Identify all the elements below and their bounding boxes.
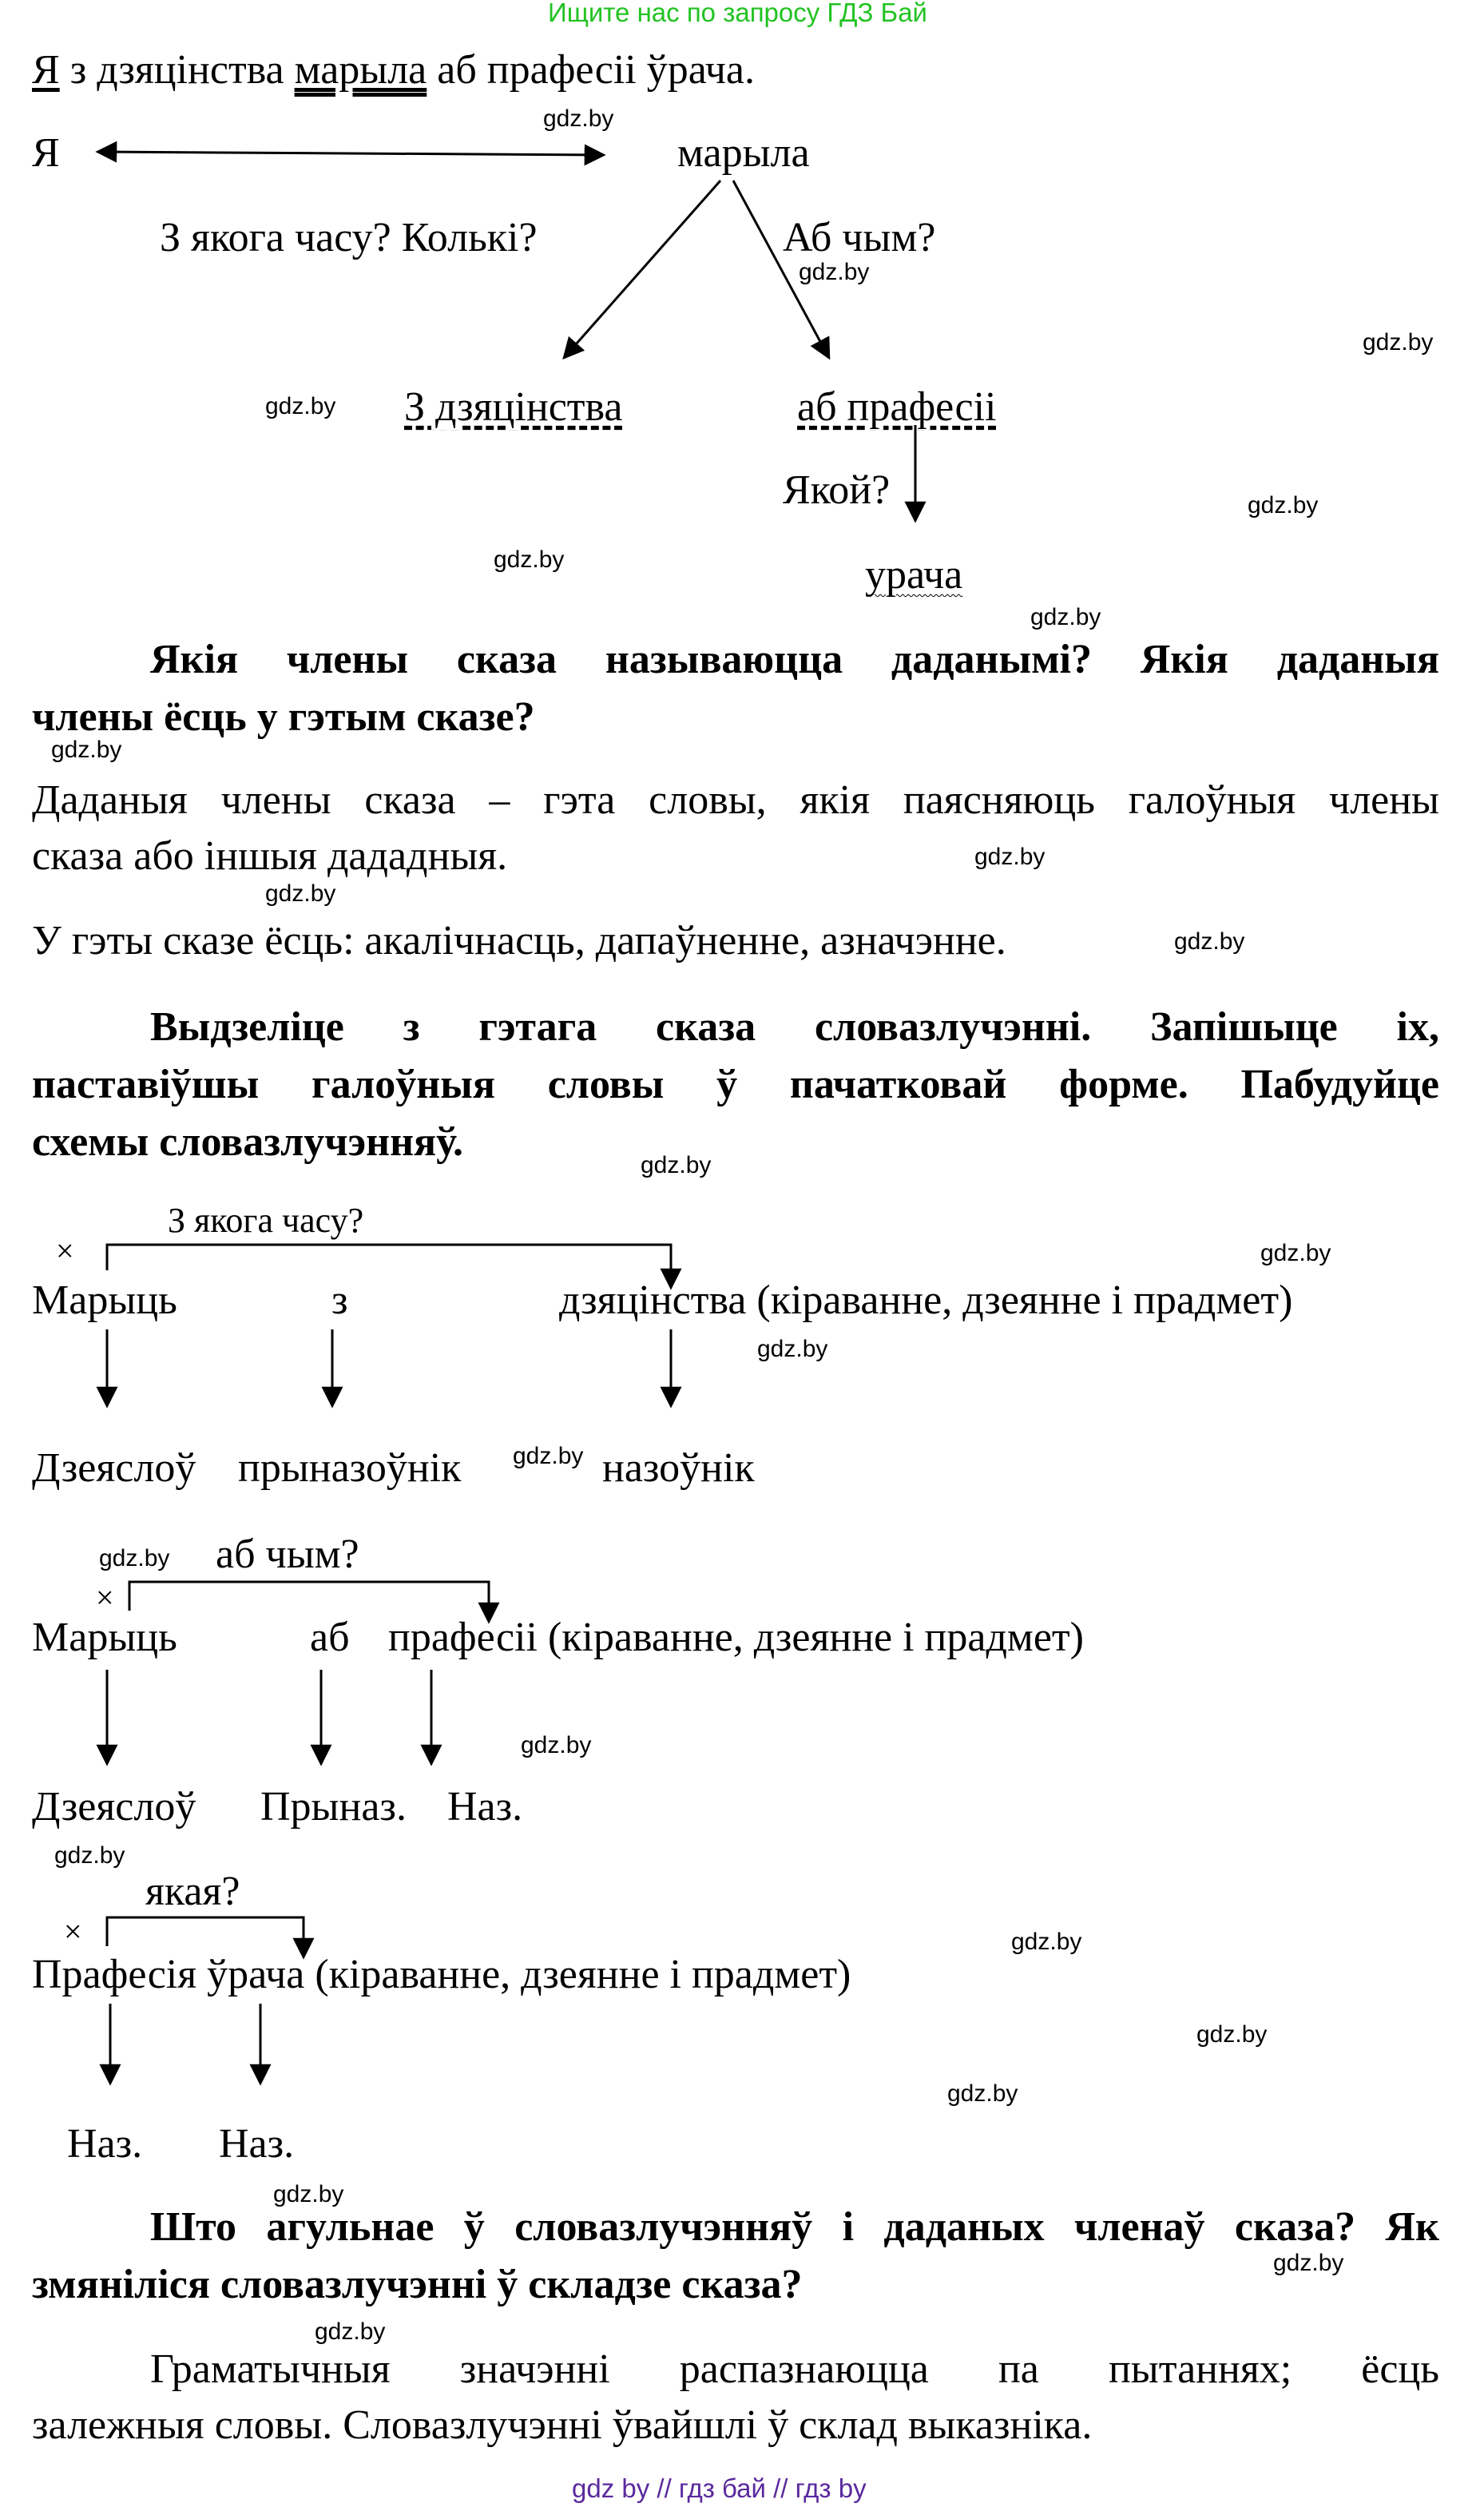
subject-predicate-link [97,152,604,155]
question-1-line-1: Якія члены сказа называюцца даданымі? Якія даданыя [150,637,1439,682]
scheme-2-main-word-mark: × [96,1579,114,1615]
watermark: gdz.by [513,1443,584,1469]
watermark: gdz.by [641,1152,712,1178]
scheme-2-pos-1: Дзеяслоў [32,1784,196,1830]
question-2-line-1: Выдзеліце з гэтага сказа словазлучэнні. Запішыце іх, [150,1004,1439,1050]
watermark: gdz.by [1174,928,1245,955]
tree-adverbial: З дзяцінства [404,384,623,430]
watermark: gdz.by [99,1545,170,1571]
scheme-1-pos-2: прыназоўнік [238,1445,462,1491]
watermark: gdz.by [947,2080,1018,2107]
scheme-3-phrase: Прафесія ўрача (кіраванне, дзеянне і прадмет) [32,1952,851,1997]
example-sentence: Я з дзяцінства марыла аб прафесіі ўрача. [32,47,755,93]
watermark: gdz.by [1260,1240,1331,1266]
watermark: gdz.by [1196,2021,1268,2048]
predicate-word: марыла [294,47,427,93]
tree-question-right: Аб чым? [783,215,936,260]
answer-2: У гэты сказе ёсць: акалічнасць, дапаўненне, азначэнне. [32,918,1006,963]
scheme-2-word-1: Марыць [32,1615,177,1660]
watermark: gdz.by [1011,1929,1082,1955]
scheme-2-pos-2: Прыназ. [260,1784,407,1830]
watermark: gdz.by [1248,492,1319,518]
scheme-2-pos-3: Наз. [447,1784,523,1830]
arrow-to-adverbial [564,181,720,358]
scheme-1-bracket [107,1245,671,1288]
scheme-3-question: якая? [145,1869,240,1914]
answer-1-line-1: Даданыя члены сказа – гэта словы, якія паясняюць галоўныя члены [32,777,1439,823]
question-3-line-1: Што агульнае ў словазлучэнняў і даданых членаў сказа? Як [150,2204,1439,2250]
top-banner[interactable]: Ищите нас по запросу ГДЗ Бай [548,0,927,27]
scheme-2-word-2: аб [310,1615,350,1660]
answer-1-line-2: сказа або іншыя дададныя. [32,833,508,879]
scheme-1-question: З якога часу? [168,1201,364,1240]
watermark: gdz.by [51,737,122,763]
tree-question-attr: Якой? [783,467,891,513]
watermark: gdz.by [521,1732,592,1758]
watermark: gdz.by [799,259,870,285]
scheme-2-question: аб чым? [216,1532,359,1577]
question-1-line-2: члены ёсць у гэтым сказе? [32,694,535,740]
tree-object: аб прафесіі [797,384,997,430]
watermark: gdz.by [265,393,336,419]
answer-3-line-1: Граматычныя значэнні распазнаюцца па пытаннях; ёсць [150,2346,1439,2392]
scheme-3-main-word-mark: × [64,1913,82,1949]
tree-predicate: марыла [677,130,810,176]
scheme-3-pos-1: Наз. [67,2121,143,2167]
watermark: gdz.by [494,546,565,573]
tree-subject: Я [32,130,60,176]
scheme-1-word-3: дзяцінства (кіраванне, дзеянне і прадмет) [559,1277,1293,1323]
watermark: gdz.by [265,880,336,907]
watermark: gdz.by [543,105,614,132]
question-2-line-3: схемы словазлучэнняў. [32,1119,463,1165]
scheme-2-word-3: прафесіі (кіраванне, дзеянне і прадмет) [388,1615,1084,1660]
watermark: gdz.by [315,2318,386,2345]
tree-question-left: З якога часу? Колькі? [160,215,538,260]
question-3-line-2: змяніліся словазлучэнні ў складзе сказа? [32,2262,803,2307]
watermark: gdz.by [757,1336,828,1362]
scheme-3-pos-2: Наз. [219,2121,295,2167]
scheme-2-bracket [129,1582,489,1622]
subject-word: Я [32,47,60,93]
scheme-1-main-word-mark: × [56,1233,74,1269]
arrow-to-object [733,181,829,358]
watermark: gdz.by [273,2181,344,2207]
scheme-1-pos-1: Дзеяслоў [32,1445,196,1491]
watermark: gdz.by [974,844,1046,870]
scheme-1-pos-3: назоўнік [602,1445,755,1491]
scheme-3-bracket [107,1917,304,1957]
watermark: gdz.by [1273,2250,1344,2276]
answer-3-line-2: залежныя словы. Словазлучэнні ўвайшлі ў склад выказніка. [32,2402,1093,2448]
watermark: gdz.by [54,1842,125,1869]
question-2-line-2: паставіўшы галоўныя словы ў пачатковай форме. Пабудуйце [32,1062,1439,1107]
tree-attribute: урача [865,552,963,598]
watermark: gdz.by [1363,329,1434,356]
footer-links[interactable]: gdz by // гдз бай // гдз by [572,2473,867,2503]
scheme-1-word-1: Марыць [32,1277,177,1323]
scheme-1-word-2: з [331,1277,348,1323]
watermark: gdz.by [1030,604,1101,630]
